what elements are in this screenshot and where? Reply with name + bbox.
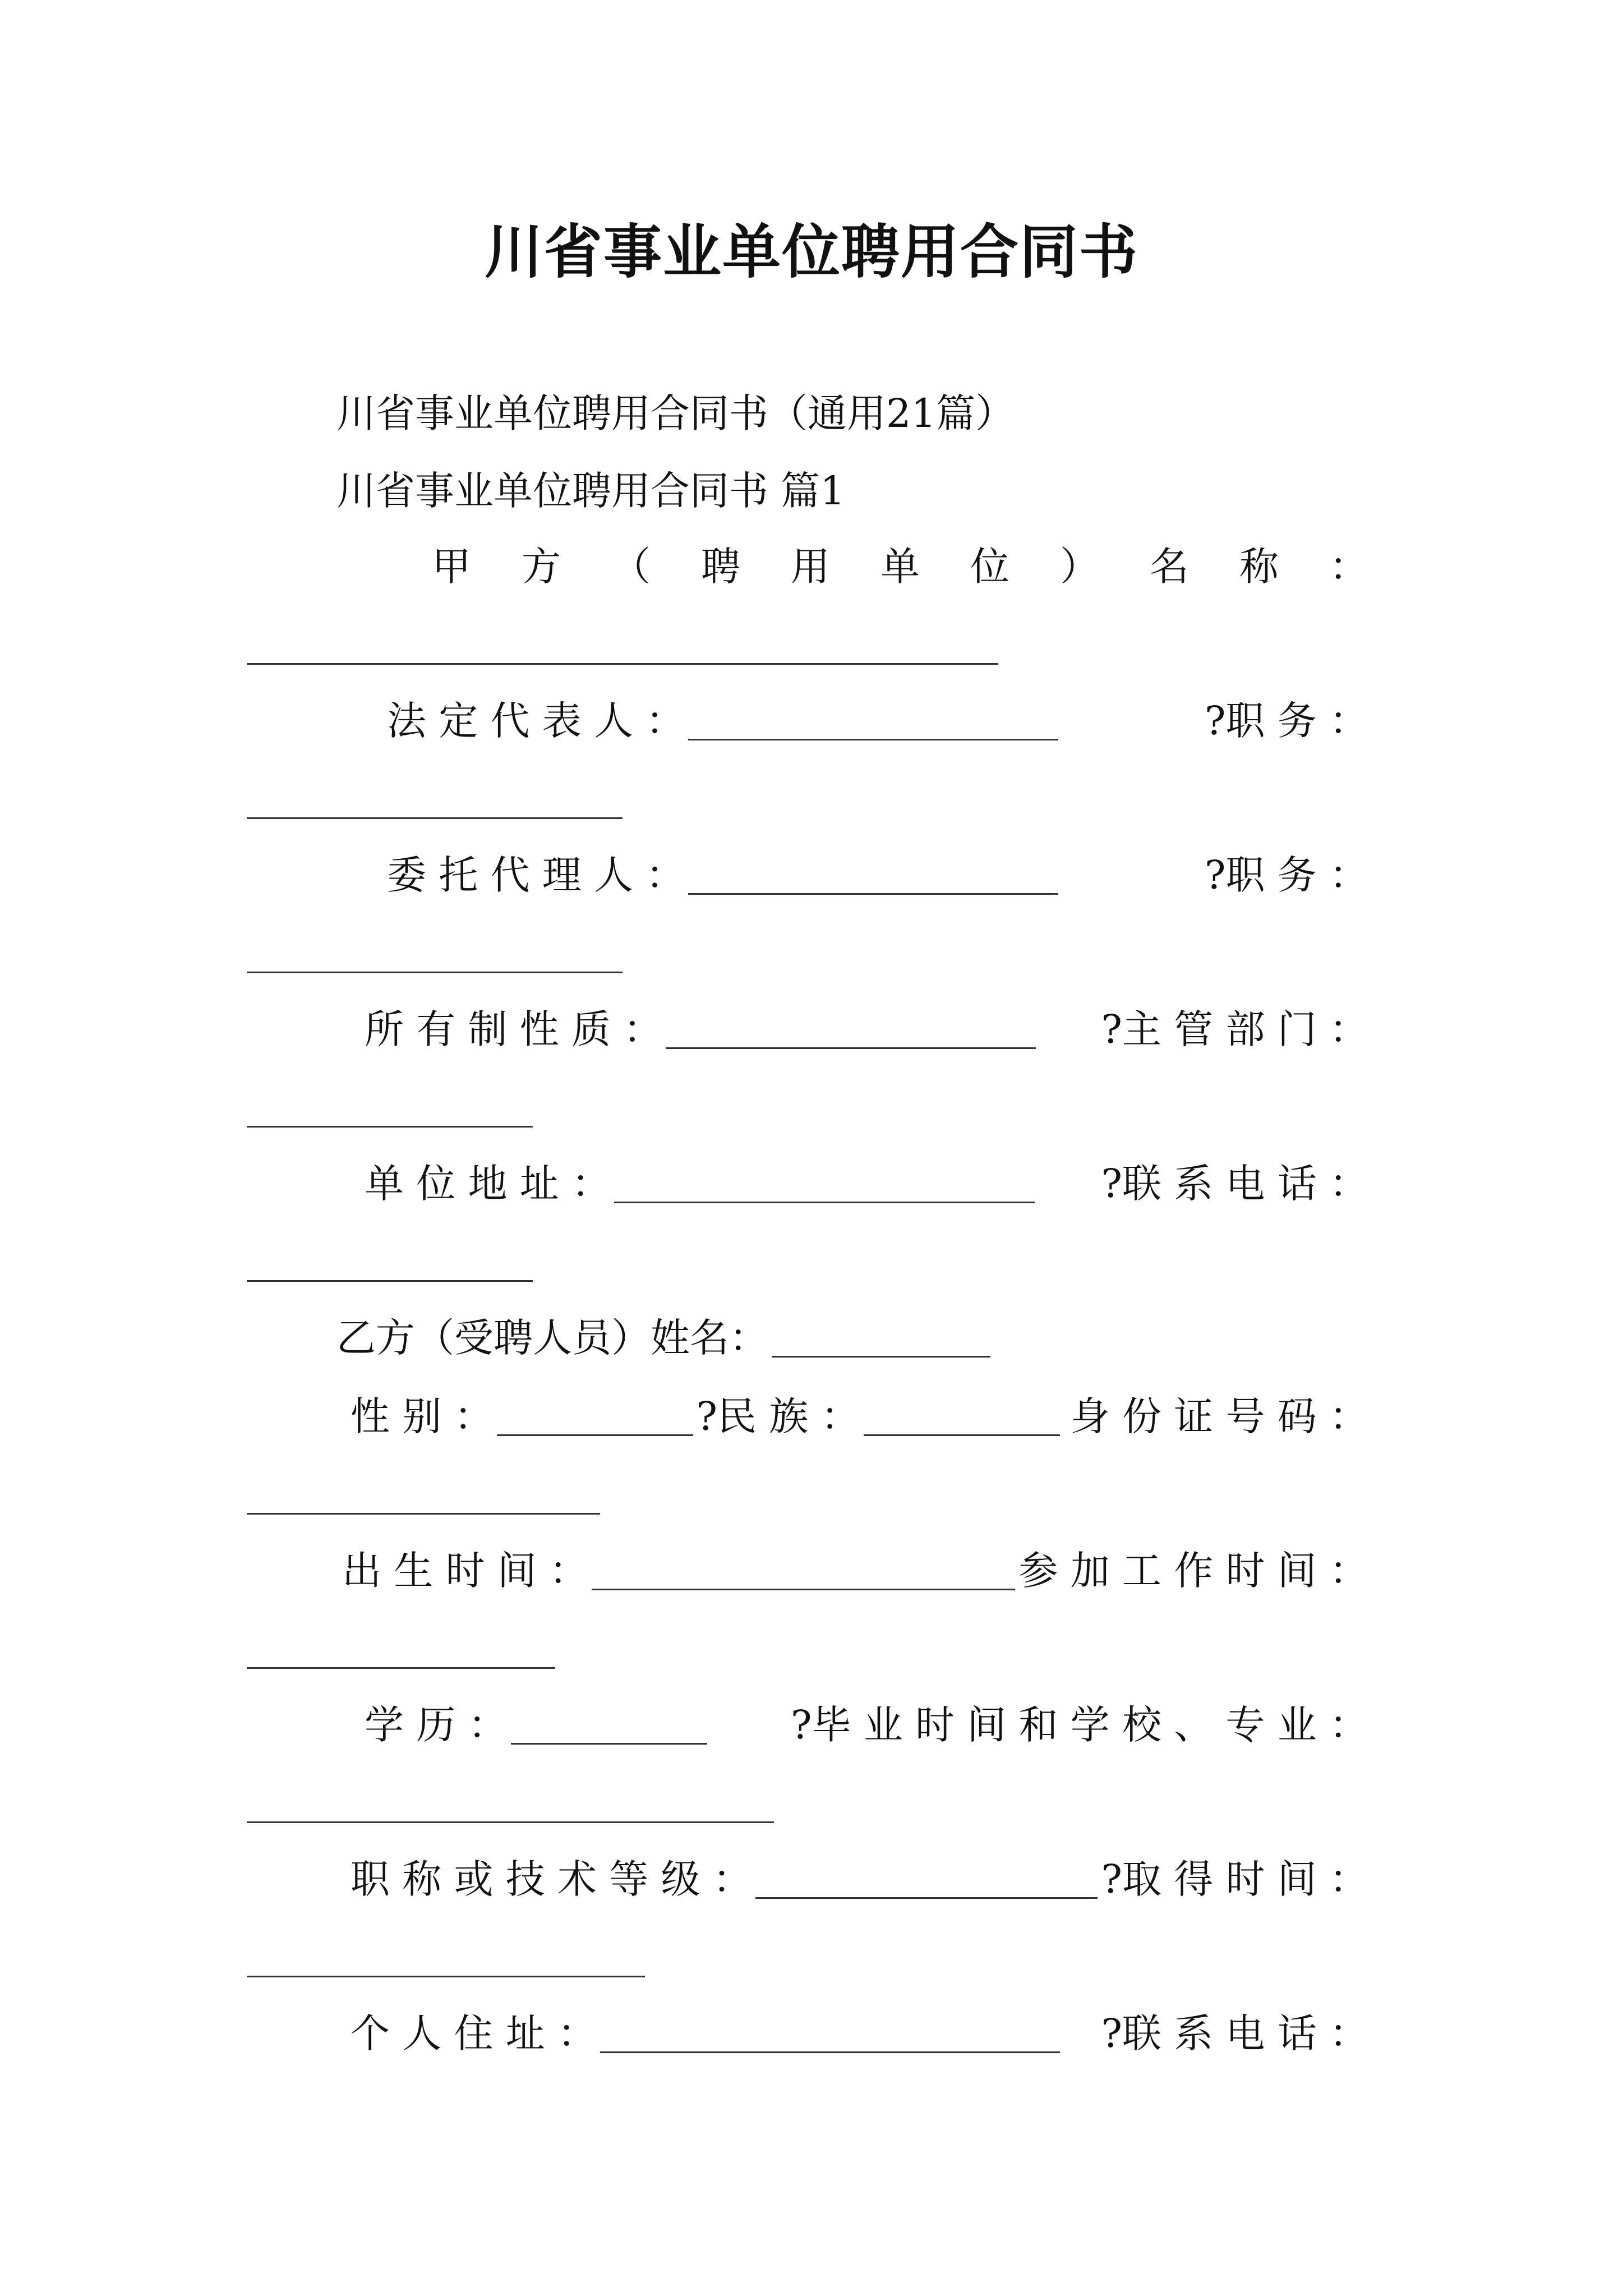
agent-label: 委 托 代 理 人 ： [387,852,685,898]
phone-field-1[interactable] [247,1279,533,1282]
position-label-2: ?职 务 ： [1204,852,1368,898]
id-number-field[interactable] [247,1512,600,1515]
document-title: 川省事业单位聘用合同书 [484,218,1138,286]
graduation-field[interactable] [247,1820,774,1823]
title-level-field[interactable] [755,1862,1098,1899]
work-start-label: 参 加 工 作 时 间 ： [1018,1548,1368,1594]
party-b-name-label: 乙方（受聘人员）姓名： [336,1315,768,1361]
party-b-name-field[interactable] [772,1321,990,1358]
phone-label-2: ?联 系 电 话 ： [1101,2010,1368,2056]
birth-field[interactable] [592,1554,1015,1590]
phone-label-1: ?联 系 电 话 ： [1101,1161,1368,1207]
ownership-field[interactable] [666,1013,1036,1049]
obtained-field[interactable] [247,1975,645,1977]
home-address-row [351,2010,1368,2056]
supervisor-label: ?主 管 部 门 ： [1101,1006,1368,1052]
supervisor-field[interactable] [247,1125,533,1128]
party-a-name-label: 甲 方 （ 聘 用 单 位 ） 名 称 ： [432,544,1368,590]
agent-row [387,852,1368,898]
position-field-1[interactable] [247,816,623,819]
legal-rep-label: 法 定 代 表 人 ： [387,698,685,744]
gender-field[interactable] [497,1400,693,1436]
section-heading: 川省事业单位聘用合同书 篇1 [336,468,845,514]
legal-rep-field[interactable] [688,704,1058,740]
address-field[interactable] [614,1167,1035,1203]
gender-label: 性 别 ： [351,1393,494,1439]
title-level-label: 职 称 或 技 术 等 级 ： [351,1856,752,1902]
gender-row [351,1393,1368,1439]
obtained-label: ?取 得 时 间 ： [1101,1856,1368,1902]
position-label-1: ?职 务 ： [1204,698,1368,744]
title-level-row [351,1856,1368,1902]
address-label: 单 位 地 址 ： [365,1161,611,1207]
ethnicity-field[interactable] [864,1400,1060,1436]
home-address-label: 个 人 住 址 ： [351,2010,597,2056]
ethnicity-label: ?民 族 ： [696,1393,860,1439]
birth-label: 出 生 时 间 ： [342,1548,589,1594]
party-a-name-field[interactable] [247,662,998,665]
legal-rep-row [387,698,1368,744]
ownership-label: 所 有 制 性 质 ： [365,1006,663,1052]
document-subtitle: 川省事业单位聘用合同书（通用21篇） [336,390,1015,436]
education-field[interactable] [511,1708,707,1745]
work-start-field[interactable] [247,1666,555,1669]
party-b-row [336,1315,994,1361]
ownership-row [365,1006,1368,1052]
agent-field[interactable] [688,858,1058,895]
education-label: 学 历 ： [365,1702,508,1748]
id-number-label: 身 份 证 号 码 ： [1070,1393,1368,1439]
home-address-field[interactable] [600,2017,1060,2053]
address-row [365,1161,1368,1207]
birth-row [342,1548,1368,1594]
education-row [365,1702,1368,1748]
graduation-label: ?毕 业 时 间 和 学 校 、 专 业 ： [790,1702,1368,1748]
position-field-2[interactable] [247,970,623,973]
